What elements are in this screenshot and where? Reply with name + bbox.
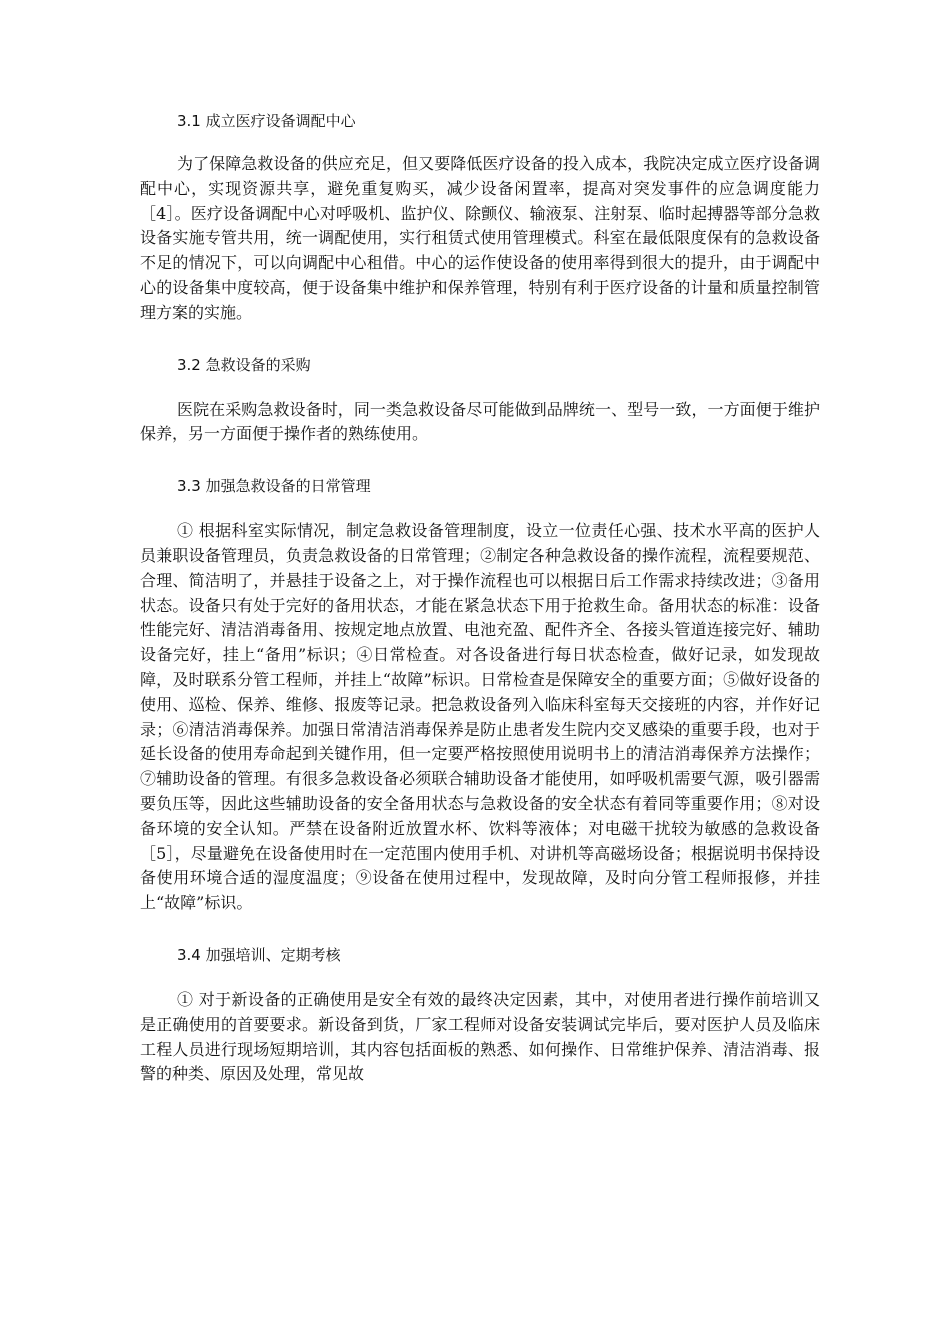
document-page (140, 110, 820, 1087)
section-paragraph-3-1: 为了保障急救设备的供应充足，但又要降低医疗设备的投入成本，我院决定成立医疗设备调配中心，实现资源共享，避免重复购买，减少设备闲置率，提高对突发事件的应急调度能力［4］。医疗设备调配中心对呼吸机、监护仪、除颤仪、输液泵、注射泵、临时起搏器等部分急救设备实施专管共用，统一调配使用，实行租赁式使用管理模式。科室在最低限度保有的急救设备不足的情况下，可以向调配中心租借。中心的运作使设备的使用率得到很大的提升，由于调配中心的设备集中度较高，便于设备集中维护和保养管理，特别有利于医疗设备的计量和质量控制管理方案的实施。 (140, 154, 820, 322)
section-heading-3-3: 3.3 加强急救设备的日常管理 (177, 477, 371, 496)
section-heading-3-1: 3.1 成立医疗设备调配中心 (177, 112, 356, 130)
section-heading-3-2: 3.2 急救设备的采购 (177, 355, 311, 374)
section-paragraph-3-2: 医院在采购急救设备时，同一类急救设备尽可能做到品牌统一、型号一致，一方面便于维护保养，另一方面便于操作者的熟练使用。 (140, 399, 820, 444)
section-heading-3-4: 3.4 加强培训、定期考核 (177, 945, 341, 964)
section-paragraph-3-4: ① 对于新设备的正确使用是安全有效的最终决定因素，其中，对使用者进行操作前培训又是正确使用的首要要求。新设备到货，厂家工程师对设备安装调试完毕后，要对医护人员及临床工程人员进行现场短期培训，其内容包括面板的熟悉、如何操作、日常维护保养、清洁消毒、报警的种类、原因及处理，常见故 (140, 989, 820, 1084)
section-paragraph-3-3: ① 根据科室实际情况，制定急救设备管理制度，设立一位责任心强、技术水平高的医护人员兼职设备管理员，负责急救设备的日常管理；②制定各种急救设备的操作流程，流程要规范、合理、简洁明了，并悬挂于设备之上，对于操作流程也可以根据日后工作需求持续改进；③备用状态。设备只有处于完好的备用状态，才能在紧急状态下用于抢救生命。备用状态的标准：设备性能完好、清洁消毒备用、按规定地点放置、电池充盈、配件齐全、各接头管道连接完好、辅助设备完好，挂上“备用”标识；④日常检查。对各设备进行每日状态检查，做好记录，如发现故障，及时联系分管工程师，并挂上“故障”标识。日常检查是保障安全的重要方面；⑤做好设备的使用、巡检、保养、维修、报废等记录。把急救设备列入临床科室每天交接班的内容，并作好记录；⑥清洁消毒保养。加强日常清洁消毒保养是防止患者发生院内交叉感染的重要手段，也对于延长设备的使用寿命起到关键作用，但一定要严格按照使用说明书上的清洁消毒保养方法操作；⑦辅助设备的管理。有很多急救设备必须联合辅助设备才能使用，如呼吸机需要气源，吸引器需要负压等，因此这些辅助设备的安全备用状态与急救设备的安全状态有着同等重要作用；⑧对设备环境的安全认知。严禁在设备附近放置水杯、饮料等液体；对电磁干扰较为敏感的急救设备［5］，尽量避免在设备使用时在一定范围内使用手机、对讲机等高磁场设备；根据说明书保持设备使用环境合适的湿度温度；⑨设备在使用过程中，发现故障，及时向分管工程师报修，并挂上“故障”标识。 (140, 521, 820, 913)
